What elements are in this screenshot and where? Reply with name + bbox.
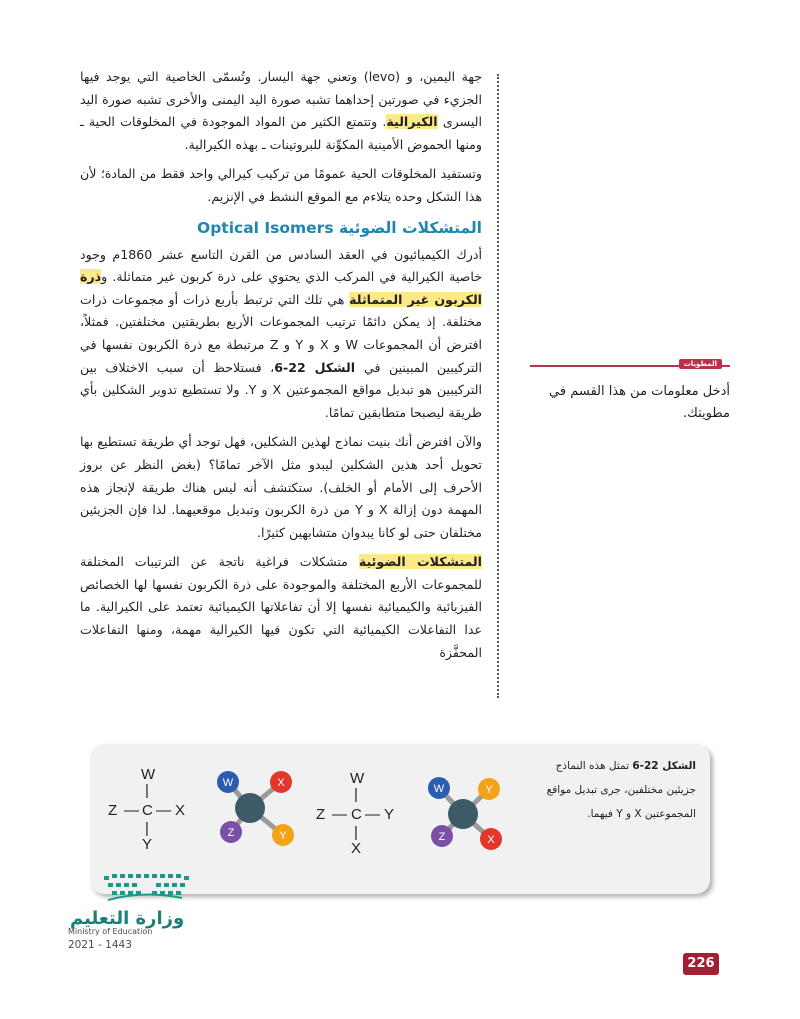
paragraph-5: المتشكلات الضوئية متشكلات فراغية ناتجة عن الترتيبات المختلفة للمجموعات الأربع المختلفة والموجودة على ذرة الكربون نفسها لها الخصائص الفيزيائية والكيميائية نفسها إلا أن تفاعلاتها الكيميائية تعتمد على الكيرالية. ما عدا التفاعلات الكيميائية التي تكون فيها الكيرالية مهمة، ومنها التفاعلات المحفَّزة: [80, 554, 482, 660]
struct1-center: C: [142, 802, 153, 819]
term-chirality: الكيرالية: [386, 114, 438, 130]
bond: —: [124, 802, 139, 819]
struct2-center: C: [351, 806, 362, 823]
bond: |: [145, 820, 149, 837]
struct1-right: X: [175, 802, 186, 819]
page-number: 226: [683, 953, 719, 975]
struct2-top: W: [350, 770, 365, 787]
bond: |: [354, 824, 358, 841]
foldables-note: [530, 360, 730, 425]
struct2-right: Y: [384, 806, 395, 823]
figure-caption: الشكل 22-6 تمثل هذه النماذج جزيئين مختلفين، جرى تبديل مواقع المجموعتين X و Y فيهما.: [546, 760, 696, 820]
foldables-text: أدخل معلومات من هذا القسم في مطويتك.: [549, 384, 730, 421]
paragraph-1: جهة اليمين، و (levo) وتعني جهة اليسار. وتُسمّى الخاصية التي يوجد فيها الجزيء في صورتين إحداهما تشبه صورة اليد اليمنى والأخرى تشبه صورة اليد اليسرى الكيرالية. وتتمتع الكثير من المواد الموجودة في المخلوقات الحية ـ ومنها الحموض الأمينية المكوِّنة للبروتينات ـ بهذه الكيرالية.: [80, 69, 482, 152]
ministry-name-en: Ministry of Education: [68, 927, 153, 936]
figure-label: الشكل 22-6: [632, 760, 696, 772]
struct2-left: Z: [316, 806, 326, 823]
ministry-name-ar: وزارة التعليم: [70, 908, 185, 929]
atom-label: Y: [485, 784, 493, 796]
atom-label: W: [433, 783, 445, 795]
ball-stick-model-1: [217, 771, 294, 846]
paragraph-3: أدرك الكيميائيون في العقد السادس من القرن التاسع عشر 1860م وجود خاصية الكيرالية في المركب الذي يحتوي على ذرة كربون غير متماثلة. وذرة الكربون غير المتماثلة هي تلك التي ترتبط بأربع ذرات أو مجموعات ذرات مختلفة. إذ يمكن دائمًا ترتيب المجموعات الأربع بطريقتين مختلفتين. فمثلاً، افترض أن المجموعات W و X و Y و Z مرتبطة مع ذرة الكربون نفسها في التركيبين المبينين في الشكل 22-6، فستلاحظ أن سبب الاختلاف بين التركيبين هو تبديل مواقع المجموعتين X و Y. ولا تستطيع تدوير الشكلين بأي طريقة ليصبحا متطابقين تمامًا.: [80, 246, 483, 420]
bond: |: [145, 782, 149, 799]
atom-label: X: [277, 777, 285, 789]
atom-label: Z: [227, 827, 235, 839]
atom-label: Y: [279, 830, 287, 842]
figure-ref: الشكل 22-6: [274, 359, 364, 375]
section-heading: المتشكلات الضوئية Optical Isomers: [197, 218, 482, 237]
struct1-top: W: [141, 766, 156, 783]
struct1-bottom: Y: [142, 836, 153, 853]
main-text-column: [80, 66, 482, 671]
paragraph-2: وتستفيد المخلوقات الحية عمومًا من تركيب كيرالي واحد فقط من المادة؛ لأن هذا الشكل وحده يتلاءم مع الموقع النشط في الإنزيم.: [80, 166, 482, 204]
carbon-atom: [448, 799, 478, 829]
bond: —: [332, 806, 347, 823]
paragraph-4: والآن افترض أنك بنيت نماذج لهذين الشكلين، فهل توجد أي طريقة تستطيع بها تحويل أحد هذين الشكلين ليبدو مثل الآخر تمامًا؟ (بغض النظر عن بروز الأحرف إلى الأمام أو الخلف). ستكتشف أنه ليس هناك طريقة لإنجاز هذه المهمة دون إزالة X و Y من ذرة الكربون وتبديل موقعيهما. لذا فإن الجزيئين مختلفان حتى لو كانا يبدوان متشابهين كثيرًا.: [80, 434, 483, 540]
bond: —: [365, 806, 380, 823]
atom-label: W: [222, 777, 234, 789]
carbon-atom: [235, 793, 265, 823]
term-asymmetric-carbon: ذرة الكربون غير المتماثلة: [80, 269, 483, 307]
ball-stick-model-2: [428, 777, 502, 850]
bond: —: [156, 802, 171, 819]
atom-label: Z: [438, 831, 446, 843]
bond: |: [354, 786, 358, 803]
term-optical-isomers: المتشكلات الضوئية: [358, 554, 482, 570]
edition-year: 2021 - 1443: [68, 939, 132, 951]
foldables-tag: المطويات: [679, 359, 722, 369]
struct2-bottom: X: [351, 840, 362, 857]
struct1-left: Z: [108, 802, 118, 819]
column-divider: [497, 74, 499, 698]
atom-label: X: [487, 834, 495, 846]
